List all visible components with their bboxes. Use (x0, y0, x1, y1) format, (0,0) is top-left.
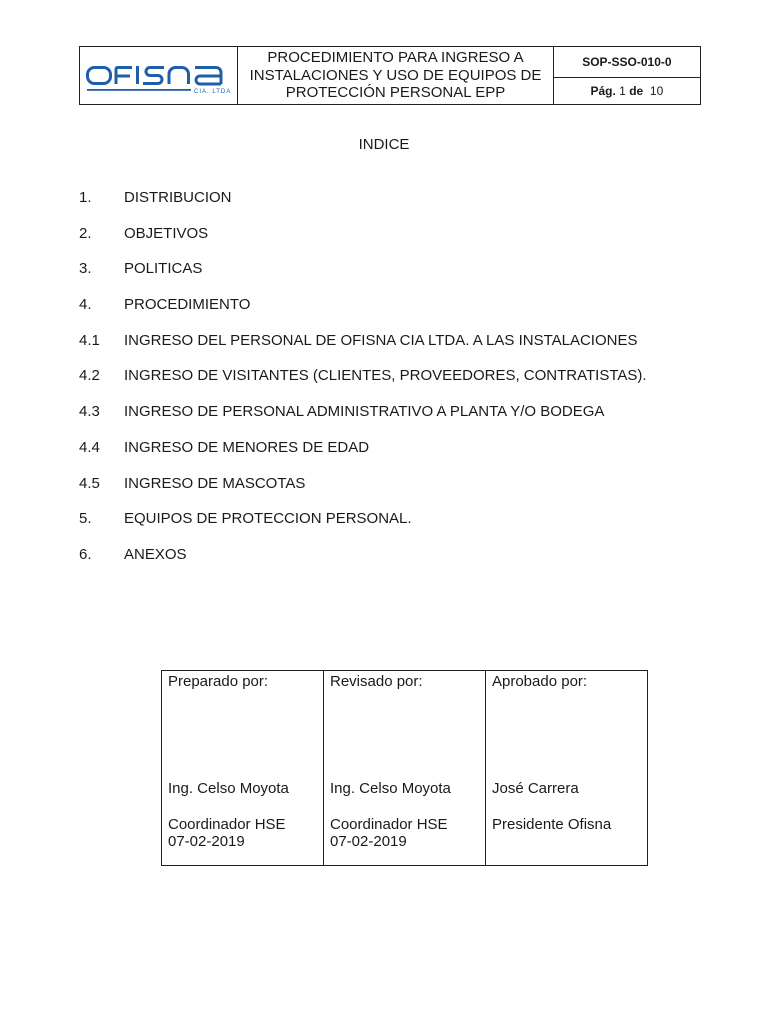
prepared-by-name: Ing. Celso Moyota (168, 780, 289, 797)
approved-by-name: José Carrera (492, 780, 579, 797)
reviewed-by-role: Coordinador HSE (330, 816, 448, 833)
title-line: INSTALACIONES Y USO DE EQUIPOS DE (249, 66, 542, 84)
prepared-by-date: 07-02-2019 (168, 833, 245, 850)
index-text: DISTRIBUCION (124, 189, 232, 206)
index-item (79, 260, 647, 296)
index-number: 4.5 (79, 474, 100, 492)
index-list (79, 189, 647, 582)
index-title: INDICE (358, 136, 410, 153)
reviewed-by-name: Ing. Celso Moyota (330, 780, 451, 797)
page-label: Pág. (590, 84, 616, 99)
approval-table (161, 670, 648, 866)
page-total: 10 (649, 84, 664, 99)
index-item (79, 296, 647, 332)
title-line: PROTECCIÓN PERSONAL EPP (285, 84, 506, 102)
approved-by-role: Presidente Ofisna (492, 816, 612, 833)
title-line: PROCEDIMIENTO PARA INGRESO A (267, 49, 524, 67)
reviewed-by-cell (324, 671, 486, 866)
index-item (79, 189, 647, 225)
index-text: INGRESO DE VISITANTES (CLIENTES, PROVEEDORES, CONTRATISTAS). (124, 367, 647, 385)
approved-by-label: Aprobado por: (492, 673, 588, 690)
index-number: 5. (79, 510, 92, 528)
index-text: ANEXOS (124, 545, 187, 563)
index-number: 2. (79, 224, 92, 242)
reviewed-by-role-block (330, 816, 478, 850)
index-item (79, 546, 647, 582)
index-text: INGRESO DE MASCOTAS (124, 474, 306, 492)
index-text: POLITICAS (124, 260, 203, 278)
index-number: 4. (79, 296, 92, 314)
index-number: 4.2 (79, 367, 100, 385)
index-item (79, 225, 647, 261)
index-item (79, 475, 647, 511)
index-text: OBJETIVOS (124, 224, 209, 242)
index-number: 4.1 (79, 331, 100, 349)
index-item (79, 510, 647, 546)
page-number (553, 78, 700, 105)
index-number: 1. (79, 189, 92, 206)
index-text: EQUIPOS DE PROTECCION PERSONAL. (124, 510, 412, 528)
index-number: 4.4 (79, 438, 100, 456)
index-item (79, 439, 647, 475)
prepared-by-label: Preparado por: (168, 673, 269, 690)
prepared-by-cell (162, 671, 324, 866)
page-current: 1 (619, 84, 626, 99)
company-logo (80, 47, 238, 105)
index-number: 4.3 (79, 403, 100, 421)
document-header (79, 46, 701, 105)
page-of: de (629, 84, 644, 99)
index-text: INGRESO DEL PERSONAL DE OFISNA CIA LTDA. A LAS INSTALACIONES (124, 331, 638, 349)
prepared-by-role-block (168, 816, 316, 850)
index-text: INGRESO DE PERSONAL ADMINISTRATIVO A PLANTA Y/O BODEGA (124, 403, 605, 421)
index-text: PROCEDIMIENTO (124, 296, 251, 314)
reviewed-by-date: 07-02-2019 (330, 833, 407, 850)
document-title (238, 47, 554, 105)
document-code: SOP-SSO-010-0 (553, 47, 700, 78)
logo-subtext: CIA. LTDA (194, 89, 232, 95)
index-item (79, 403, 647, 439)
index-text: INGRESO DE MENORES DE EDAD (124, 438, 370, 456)
approved-by-role-block (492, 816, 640, 833)
index-item (79, 367, 647, 403)
approved-by-cell (486, 671, 648, 866)
index-item (79, 332, 647, 368)
ofisna-logo-icon (86, 59, 232, 95)
reviewed-by-label: Revisado por: (330, 673, 423, 690)
index-number: 3. (79, 260, 92, 278)
prepared-by-role: Coordinador HSE (168, 816, 286, 833)
index-number: 6. (79, 545, 92, 563)
